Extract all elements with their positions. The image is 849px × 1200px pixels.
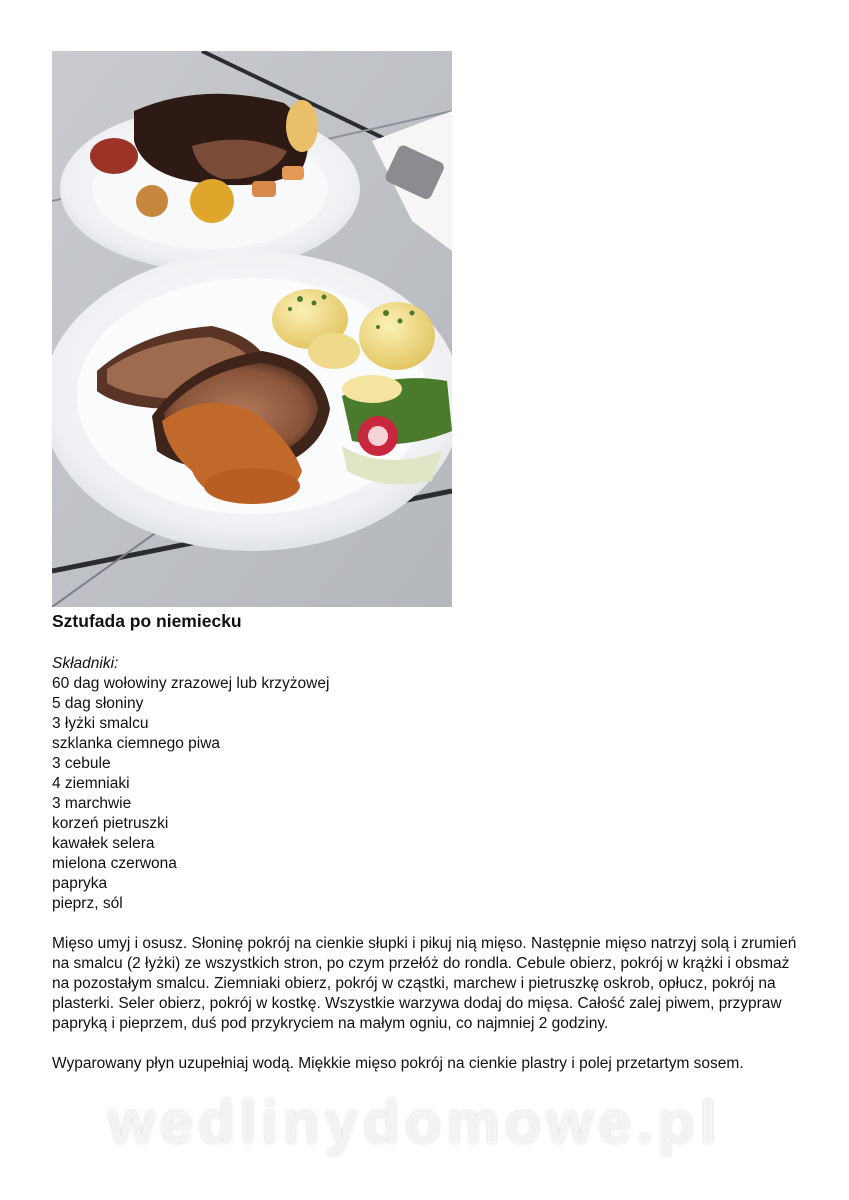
ingredient-item: 60 dag wołowiny zrazowej lub krzyżowej — [52, 675, 330, 692]
ingredient-item: korzeń pietruszki — [52, 815, 169, 832]
recipe-title: Sztufada po niemiecku — [52, 611, 242, 631]
ingredient-item: pieprz, sól — [52, 895, 123, 912]
ingredient-item: papryka — [52, 875, 108, 892]
ingredient-item: 3 łyżki smalcu — [52, 715, 149, 732]
ingredient-item: szklanka ciemnego piwa — [52, 735, 221, 752]
ingredient-item: mielona czerwona — [52, 855, 177, 872]
dish-illustration — [52, 51, 452, 607]
recipe-photo — [52, 51, 452, 607]
ingredient-item: 3 marchwie — [52, 795, 132, 812]
recipe-content — [52, 654, 797, 1074]
instructions-paragraph: Mięso umyj i osusz. Słoninę pokrój na cienkie słupki i pikuj nią mięso. Następnie mięso natrzyj solą i zrumień na smalcu (2 łyżki) ze wszystkich stron, po czym przełóż do rondla. Cebule obierz, pokrój w krążki i obsmaż na pozostałym smalcu. Ziemniaki obierz, pokrój w cząstki, marchew i pietruszkę oskrob, opłucz, pokrój na plasterki. Seler obierz, pokrój w kostkę. Wszystkie warzywa dodaj do mięsa. Całość zalej piwem, przypraw papryką i pieprzem, duś pod przykryciem na małym ogniu, co najmniej 2 godziny. — [52, 935, 797, 1032]
ingredients-list — [52, 674, 797, 914]
ingredients-label: Składniki: — [52, 655, 119, 672]
ingredient-item: 3 cebule — [52, 755, 111, 772]
ingredient-item: 5 dag słoniny — [52, 695, 144, 712]
site-watermark: wedlinydomowe.pl — [108, 1089, 722, 1156]
instructions-paragraph: Wyparowany płyn uzupełniaj wodą. Miękkie mięso pokrój na cienkie plastry i polej przetartym sosem. — [52, 1055, 744, 1072]
ingredient-item: kawałek selera — [52, 835, 155, 852]
ingredient-item: 4 ziemniaki — [52, 775, 130, 792]
